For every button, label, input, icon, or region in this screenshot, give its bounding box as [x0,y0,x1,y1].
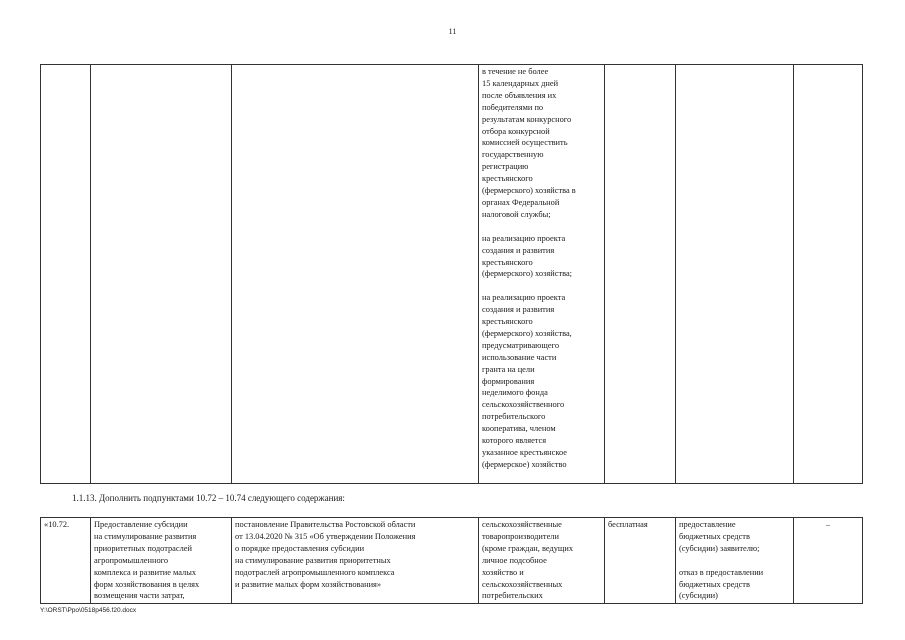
table-cell [41,65,91,484]
continuation-table [40,64,863,484]
table-cell [676,518,794,604]
table-cell [41,518,91,604]
file-path-footer: Y:\ORST\Ppo\0518p456.f20.docx [40,607,137,614]
table-cell [605,65,676,484]
recipients-continuation-text: в течение не более 15 календарных дней после объявления их победителями по результатам конкурсного отбора конкурсной комиссией осуществить государственную регистрацию крестьянского (фермерского) хозяйства в органах Федеральной налоговой службы; на реализацию проекта создания и развития крестьянского (фермерского) хозяйства; на реализацию проекта создания и развития крестьянского (фермерского) хозяйства, предусматривающего использование части гранта на цели формирования неделимого фонда сельскохозяйственного потребительского кооператива, членом которого является указанное крестьянское (фермерское) хозяйство [482,67,576,469]
recipients: сельскохозяйственные товаропроизводители (кроме граждан, ведущих личное подсобное хозяйство и сельскохозяйственных потребительских [482,520,574,601]
table-cell [479,518,605,604]
table-cell [794,518,863,604]
table-cell [232,518,479,604]
table-row [41,518,863,604]
table-cell [479,65,605,484]
table-cell [232,65,479,484]
page-number: 11 [448,27,457,36]
payment-type: бесплатная [608,520,648,529]
table-cell [794,65,863,484]
table-cell [676,65,794,484]
table-cell [605,518,676,604]
last-column-value: – [825,520,831,529]
legal-basis: постановление Правительства Ростовской области от 13.04.2020 № 315 «Об утверждении Положения о порядке предоставления субсидии на стимулирование развития приоритетных подотраслей агропромышленного комплекса и развитие малых форм хозяйствования» [235,520,416,589]
table-row [41,65,863,484]
service-name: Предоставление субсидии на стимулирование развития приоритетных подотраслей агропромышленного комплекса и развитие малых форм хозяйствования в целях возмещения части затрат, [94,520,200,601]
table-cell [91,65,232,484]
services-table [40,517,863,604]
item-number: «10.72. [44,520,70,529]
amendment-instruction: 1.1.13. Дополнить подпунктами 10.72 – 10.74 следующего содержания: [72,493,345,503]
table-cell [91,518,232,604]
service-result: предоставление бюджетных средств (субсидии) заявителю; отказ в предоставлении бюджетных средств (субсидии) [679,520,764,601]
